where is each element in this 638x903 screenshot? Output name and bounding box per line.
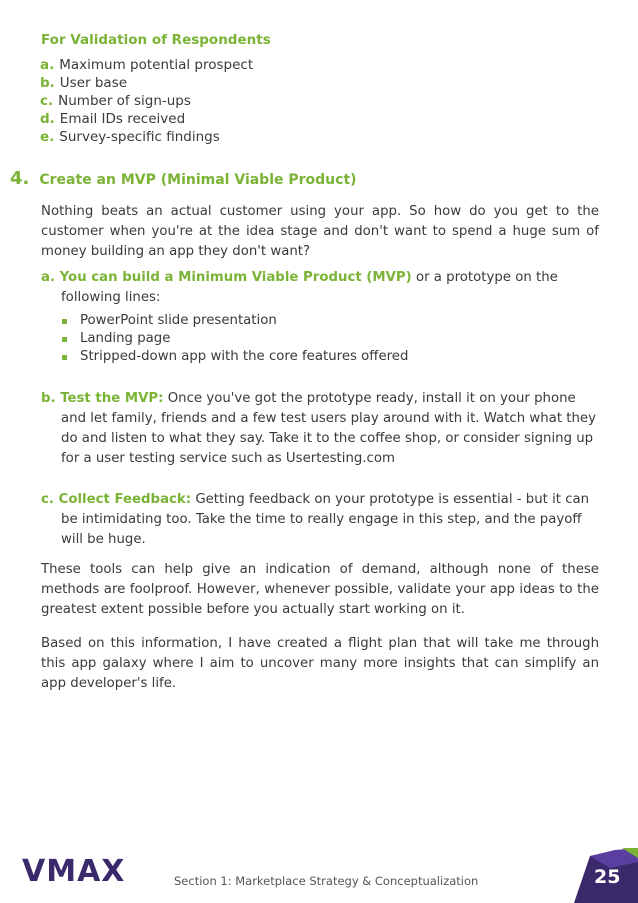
subsection-a-heading: a. You can build a Minimum Viable Product (MVP)	[41, 270, 412, 285]
list-item: c. Number of sign-ups	[40, 93, 191, 109]
list-item: b. User base	[40, 75, 128, 91]
subsection-b-heading: b. Test the MVP:	[41, 391, 164, 406]
subsection-c-heading: c. Collect Feedback:	[41, 492, 192, 507]
footer-section-label: Section 1: Marketplace Strategy & Conceptualization	[174, 874, 479, 888]
demand-paragraph: These tools can help give an indication of demand, although none of these methods are foolproof. However, whenever possible, validate your app ideas to the greatest extent possible before you actually start working on it.	[41, 562, 599, 617]
subsection-b: b. Test the MVP: Once you've got the prototype ready, install it on your phone and let family, friends and a few test users play around with it. Watch what they do and listen to what they say. Take it to the coffee shop, or consider signing up for a user testing service such as Usertesting.com	[41, 391, 596, 466]
list-item: Landing page	[60, 330, 408, 348]
list-item: a. Maximum potential prospect	[40, 57, 254, 73]
list-item: d. Email IDs received	[40, 111, 186, 127]
list-item: e. Survey-specific findings	[40, 129, 220, 145]
section-heading	[10, 168, 357, 189]
section-title: Create an MVP (Minimal Viable Product)	[39, 172, 357, 188]
subsection-c: c. Collect Feedback: Getting feedback on your prototype is essential - but it can be intimidating too. Take the time to really engage in this step, and the payoff will be huge.	[41, 492, 590, 547]
list-item: Stripped-down app with the core features offered	[60, 348, 408, 366]
page-footer	[0, 848, 638, 903]
list-item: PowerPoint slide presentation	[60, 312, 408, 330]
page-number: 25	[594, 866, 621, 888]
subsection-a: a. You can build a Minimum Viable Product (MVP) or a prototype on the following lines:	[41, 270, 558, 305]
section-number: 4.	[10, 168, 30, 189]
flight-plan-paragraph: Based on this information, I have created a flight plan that will take me through this app galaxy where I aim to uncover many more insights that can simplify an app developer's life.	[41, 636, 599, 691]
intro-paragraph: Nothing beats an actual customer using your app. So how do you get to the customer when you're at the idea stage and don't want to spend a huge sum of money building an app they don't want?	[41, 204, 599, 259]
vmax-logo: VMAX	[22, 854, 126, 889]
mvp-bullet-list	[60, 312, 408, 366]
validation-title: For Validation of Respondents	[41, 32, 271, 48]
validation-list	[40, 56, 253, 146]
